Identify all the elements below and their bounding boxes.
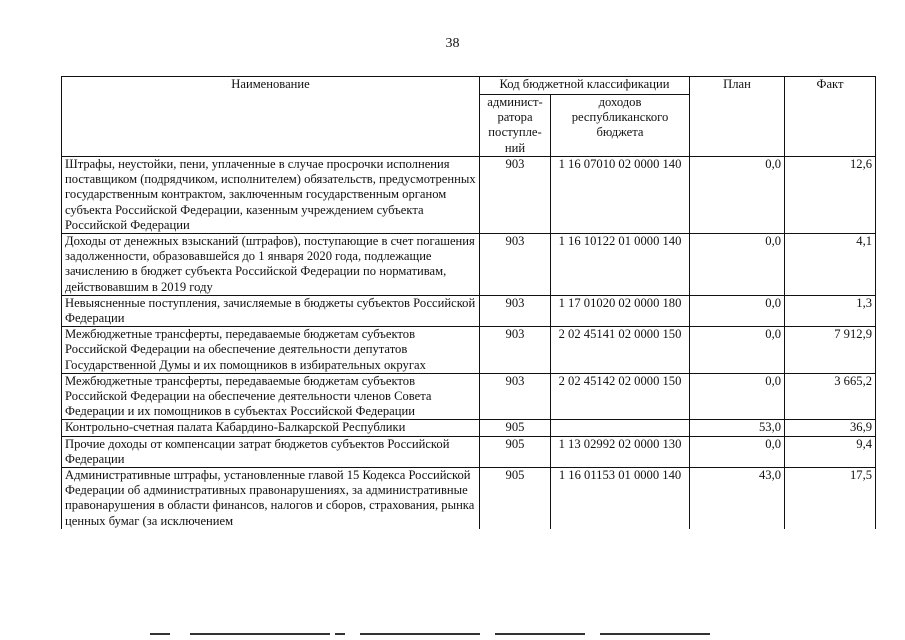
cell-fact: 3 665,2 xyxy=(785,373,876,420)
cell-fact: 17,5 xyxy=(785,468,876,529)
table-row xyxy=(62,373,876,420)
cell-name: Штрафы, неустойки, пени, уплаченные в случае просрочки исполнения поставщиком (подрядчиком, исполнителем) обязательств, предусмотренных государственным контрактом, заключенным государственным органом субъекта Российской Федерации, казенным учреждением субъекта Российской Федерации xyxy=(62,157,480,234)
cell-plan: 0,0 xyxy=(690,373,785,420)
cell-code: 1 17 01020 02 0000 180 xyxy=(551,295,690,326)
table-row xyxy=(62,157,876,234)
header-revenue: доходов республиканского бюджета xyxy=(551,95,690,157)
cell-code xyxy=(551,420,690,436)
cell-admin: 905 xyxy=(480,468,551,529)
cell-name: Невыясненные поступления, зачисляемые в бюджеты субъектов Российской Федерации xyxy=(62,295,480,326)
cell-admin: 905 xyxy=(480,436,551,467)
cell-name: Контрольно-счетная палата Кабардино-Балкарской Республики xyxy=(62,420,480,436)
table-header xyxy=(62,77,876,157)
cell-admin: 903 xyxy=(480,234,551,296)
cell-plan: 53,0 xyxy=(690,420,785,436)
cell-fact: 7 912,9 xyxy=(785,327,876,374)
cell-name: Межбюджетные трансферты, передаваемые бюджетам субъектов Российской Федерации на обеспечение деятельности членов Совета Федерации и их помощников в субъектах Российской Федерации xyxy=(62,373,480,420)
budget-table xyxy=(61,76,876,529)
cell-code: 1 16 10122 01 0000 140 xyxy=(551,234,690,296)
cell-name: Административные штрафы, установленные главой 15 Кодекса Российской Федерации об административных правонарушениях, за административные правонарушения в области финансов, налогов и сборов, страхования, рынка ценных бумаг (за исключением xyxy=(62,468,480,529)
cell-admin: 903 xyxy=(480,373,551,420)
cell-admin: 905 xyxy=(480,420,551,436)
cell-code: 1 16 07010 02 0000 140 xyxy=(551,157,690,234)
cell-code: 2 02 45141 02 0000 150 xyxy=(551,327,690,374)
cell-plan: 0,0 xyxy=(690,234,785,296)
cell-plan: 43,0 xyxy=(690,468,785,529)
table-row xyxy=(62,420,876,436)
cell-name: Прочие доходы от компенсации затрат бюджетов субъектов Российской Федерации xyxy=(62,436,480,467)
footer-scan-lines xyxy=(150,633,710,636)
cell-plan: 0,0 xyxy=(690,327,785,374)
table-row xyxy=(62,327,876,374)
cell-name: Доходы от денежных взысканий (штрафов), поступающие в счет погашения задолженности, образовавшейся до 1 января 2020 года, подлежащие зачислению в бюджет субъекта Российской Федерации по нормативам, действовавшим в 2019 году xyxy=(62,234,480,296)
cell-code: 1 13 02992 02 0000 130 xyxy=(551,436,690,467)
header-code-group: Код бюджетной классификации xyxy=(480,77,690,95)
table-row xyxy=(62,436,876,467)
cell-code: 2 02 45142 02 0000 150 xyxy=(551,373,690,420)
cell-fact: 4,1 xyxy=(785,234,876,296)
table-row xyxy=(62,468,876,529)
table-row xyxy=(62,234,876,296)
table-row xyxy=(62,295,876,326)
cell-fact: 1,3 xyxy=(785,295,876,326)
cell-plan: 0,0 xyxy=(690,436,785,467)
cell-fact: 12,6 xyxy=(785,157,876,234)
cell-plan: 0,0 xyxy=(690,295,785,326)
table-body xyxy=(62,157,876,529)
header-admin: админист- ратора поступле- ний xyxy=(480,95,551,157)
cell-code: 1 16 01153 01 0000 140 xyxy=(551,468,690,529)
cell-admin: 903 xyxy=(480,327,551,374)
header-plan: План xyxy=(690,77,785,157)
header-name: Наименование xyxy=(62,77,480,157)
cell-fact: 36,9 xyxy=(785,420,876,436)
cell-admin: 903 xyxy=(480,295,551,326)
cell-plan: 0,0 xyxy=(690,157,785,234)
page-number: 38 xyxy=(445,36,460,51)
cell-name: Межбюджетные трансферты, передаваемые бюджетам субъектов Российской Федерации на обеспечение деятельности депутатов Государственной Думы и их помощников в избирательных округах xyxy=(62,327,480,374)
header-fact: Факт xyxy=(785,77,876,157)
cell-fact: 9,4 xyxy=(785,436,876,467)
cell-admin: 903 xyxy=(480,157,551,234)
